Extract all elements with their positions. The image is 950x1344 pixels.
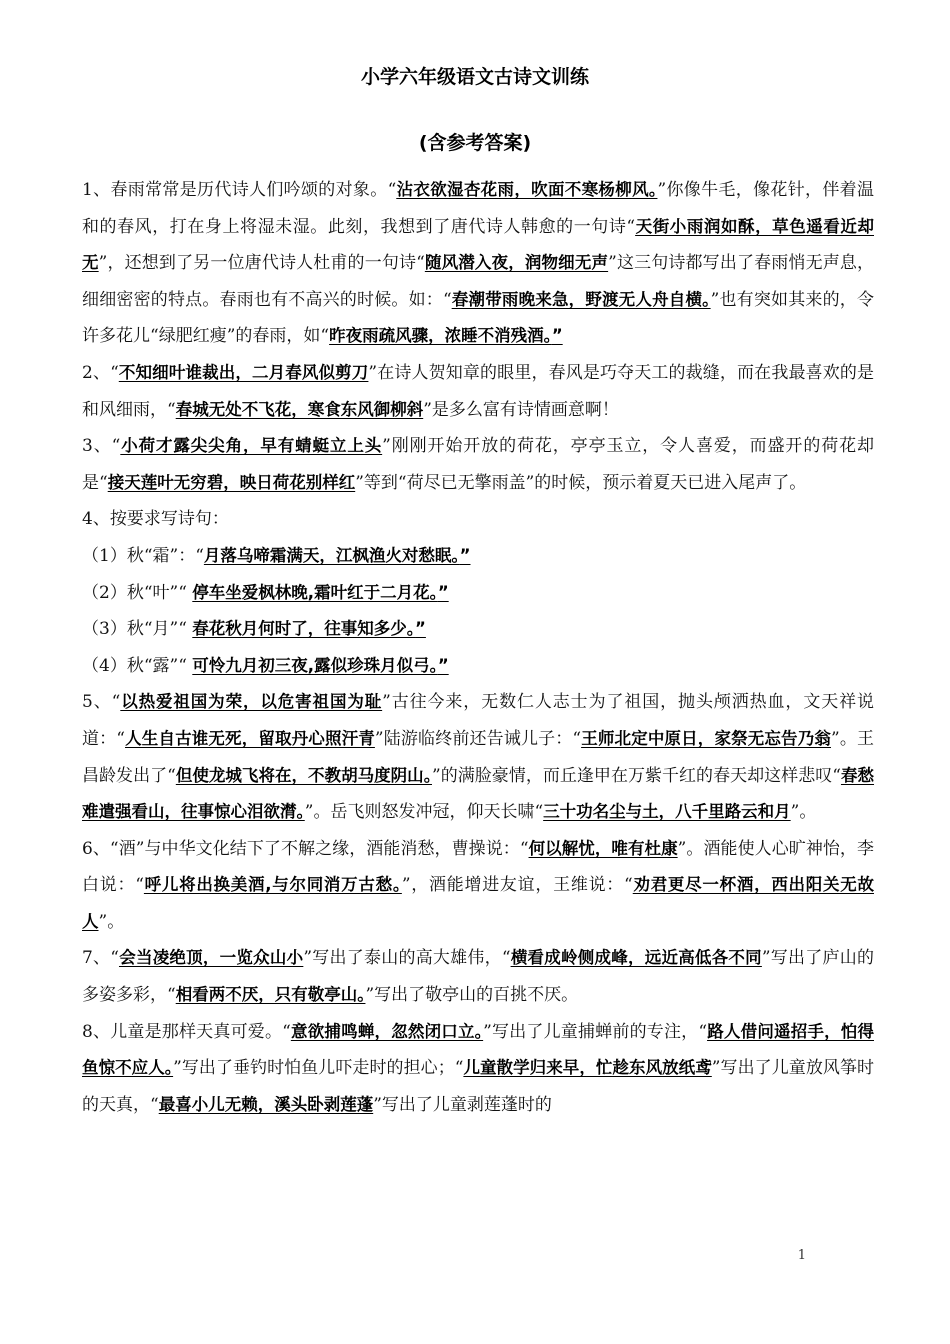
question-text: ”写出了儿童放风筝时的天真，“ xyxy=(82,1058,874,1115)
answer-text: 沾衣欲湿杏花雨，吹面不寒杨柳风。 xyxy=(396,180,658,199)
question-text: （3）秋“月”“ xyxy=(82,619,193,640)
question-text: ” xyxy=(459,545,471,565)
answer-text: 可怜九月初三夜,露似珍珠月似弓。 xyxy=(192,655,438,675)
question-text: ”写出了儿童捕蝉前的专注，“ xyxy=(483,1021,708,1042)
answer-text: 以热爱祖国为荣，以危害祖国为耻 xyxy=(120,692,383,712)
page-number-text: 1 xyxy=(797,1248,806,1263)
answer-text: 王师北定中原日，家祭无忘告乃翁 xyxy=(581,728,831,748)
answer-text: 接天莲叶无穷碧，映日荷花别样红 xyxy=(107,472,356,492)
question-1 xyxy=(82,172,874,355)
question-text: ”是多么富有诗情画意啊！ xyxy=(423,399,619,420)
question-text: ”刚刚开始开放的荷花，亭亭玉立，令人喜爱，而盛开的荷花却是“ xyxy=(82,436,874,493)
answer-text: 路人借问遥招手，怕得鱼惊不应人。 xyxy=(82,1021,874,1078)
answer-text: 随风潜入夜，润物细无声 xyxy=(424,253,609,273)
question-text: ”这三句诗都写出了春雨悄无声息，细细密密的特点。春雨也有不高兴的时候。如：“ xyxy=(82,253,875,310)
question-text: ”写出了庐山的多姿多彩，“ xyxy=(82,948,874,1006)
question-7 xyxy=(82,940,874,1013)
question-text: ”。 xyxy=(790,802,817,823)
question-text: ”。 xyxy=(98,911,125,932)
answer-text: 会当凌绝顶，一览众山小 xyxy=(118,948,304,968)
question-4-1 xyxy=(82,538,874,575)
document-body xyxy=(82,172,874,1123)
answer-text: 意欲捕鸣蝉，忽然闭口立。 xyxy=(290,1021,484,1041)
question-6 xyxy=(82,831,874,941)
question-text: ”你像牛毛，像花针，伴着温和的春风，打在身上将湿未湿。此刻，我想到了唐代诗人韩愈的一句诗“ xyxy=(82,180,874,237)
question-text: ” xyxy=(415,619,426,639)
question-text: 5、“ xyxy=(82,692,121,713)
answer-text: 呼儿将出换美酒,与尔同消万古愁。 xyxy=(143,875,402,895)
answer-text: 停车坐爱枫林晚,霜叶红于二月花。 xyxy=(192,582,438,602)
question-text: ”。王昌龄发出了“ xyxy=(82,728,874,786)
answer-text: 劝君更尽一杯酒，西出阳关无故人 xyxy=(82,875,874,931)
answer-text: 人生自古谁无死，留取丹心照汗青 xyxy=(125,728,375,748)
answer-text: 何以解忧，唯有杜康 xyxy=(528,838,678,858)
question-5 xyxy=(82,684,874,830)
question-text: ”陆游临终前还告诫儿子：“ xyxy=(374,728,582,749)
answer-text: 春愁难遣强看山，往事惊心泪欲潸。 xyxy=(82,765,875,822)
answer-text: 春城无处不飞花，寒食东风御柳斜 xyxy=(175,399,424,419)
question-text: ”也有突如其来的，令许多花儿“绿肥红瘦”的春雨，如“ xyxy=(82,289,874,347)
question-text: ” xyxy=(437,582,449,602)
question-text: （2）秋“叶”“ xyxy=(82,582,193,603)
document-subtitle: (含参考答案) xyxy=(418,132,532,154)
question-text: ”等到“荷尽已无擎雨盖”的时候，预示着夏天已进入尾声了。 xyxy=(355,472,807,493)
answer-text: 春花秋月何时了，往事知多少。 xyxy=(192,619,416,639)
answer-text: 三十功名尘与土，八千里路云和月 xyxy=(543,802,791,822)
answer-text: 小荷才露尖尖角，早有蜻蜓立上头 xyxy=(120,436,383,456)
question-4-3 xyxy=(82,611,874,648)
question-4 xyxy=(82,501,874,538)
question-text: （4）秋“露”“ xyxy=(82,655,193,676)
answer-text: 天街小雨润如酥，草色遥看近却无 xyxy=(82,216,874,273)
question-text: 8、儿童是那样天真可爱。“ xyxy=(82,1021,291,1042)
page-number xyxy=(0,1248,950,1263)
question-text: ”古往今来，无数仁人志士为了祖国，抛头颅洒热血，文天祥说道：“ xyxy=(82,692,874,749)
question-text: （1）秋“霜”：“ xyxy=(82,545,204,566)
question-8 xyxy=(82,1014,874,1124)
question-text: 3、“ xyxy=(82,436,121,457)
question-2 xyxy=(82,355,874,428)
question-text: ”写出了泰山的高大雄伟，“ xyxy=(303,948,511,969)
question-text: 1、春雨常常是历代诗人们吟颂的对象。“ xyxy=(82,180,397,200)
question-text: ”，还想到了另一位唐代诗人杜甫的一句诗“ xyxy=(98,253,425,274)
answer-text: 横看成岭侧成峰，远近高低各不同 xyxy=(510,948,762,968)
answer-text: 相看两不厌，只有敬亭山。 xyxy=(175,985,366,1005)
question-4-4 xyxy=(82,648,874,685)
answer-text: 但使龙城飞将在，不教胡马度阴山。 xyxy=(175,765,432,785)
question-text: ”的满脸豪情，而丘逢甲在万紫千红的春天却这样悲叹“ xyxy=(431,765,841,786)
answer-text: 月落乌啼霜满天，江枫渔火对愁眠。 xyxy=(203,545,460,565)
question-text: 7、“ xyxy=(82,948,119,969)
question-text: ”，酒能增进友谊，王维说：“ xyxy=(401,875,633,896)
question-text: ” xyxy=(437,655,449,675)
answer-text: 最喜小儿无赖，溪头卧剥莲蓬 xyxy=(158,1094,374,1114)
question-4-2 xyxy=(82,575,874,612)
answer-text: 儿童散学归来早，忙趁东风放纸鸢 xyxy=(463,1058,712,1078)
question-text: ” xyxy=(551,326,563,346)
question-text: ”。酒能使人心旷神怡，李白说：“ xyxy=(82,838,874,896)
question-3 xyxy=(82,428,874,501)
question-text: ”写出了儿童剥莲蓬时的 xyxy=(373,1094,552,1115)
question-text: 6、“酒”与中华文化结下了不解之缘，酒能消愁，曹操说：“ xyxy=(82,838,529,859)
question-text: ”。岳飞则怒发冲冠，仰天长啸“ xyxy=(304,802,544,823)
question-text: ”在诗人贺知章的眼里，春风是巧夺天工的裁缝，而在我最喜欢的是和风细雨，“ xyxy=(82,362,874,420)
answer-text: 昨夜雨疏风骤，浓睡不消残酒。 xyxy=(329,326,552,346)
answer-text: 不知细叶谁裁出，二月春风似剪刀 xyxy=(118,362,369,382)
question-text: 2、“ xyxy=(82,362,119,383)
question-text: 4、按要求写诗句： xyxy=(82,509,229,530)
question-text: ”写出了敬亭山的百挑不厌。 xyxy=(365,985,579,1006)
document-title: 小学六年级语文古诗文训练 xyxy=(360,66,589,88)
question-text: ”写出了垂钓时怕鱼儿吓走时的担心；“ xyxy=(173,1058,464,1079)
answer-text: 春潮带雨晚来急，野渡无人舟自横。 xyxy=(451,289,711,309)
